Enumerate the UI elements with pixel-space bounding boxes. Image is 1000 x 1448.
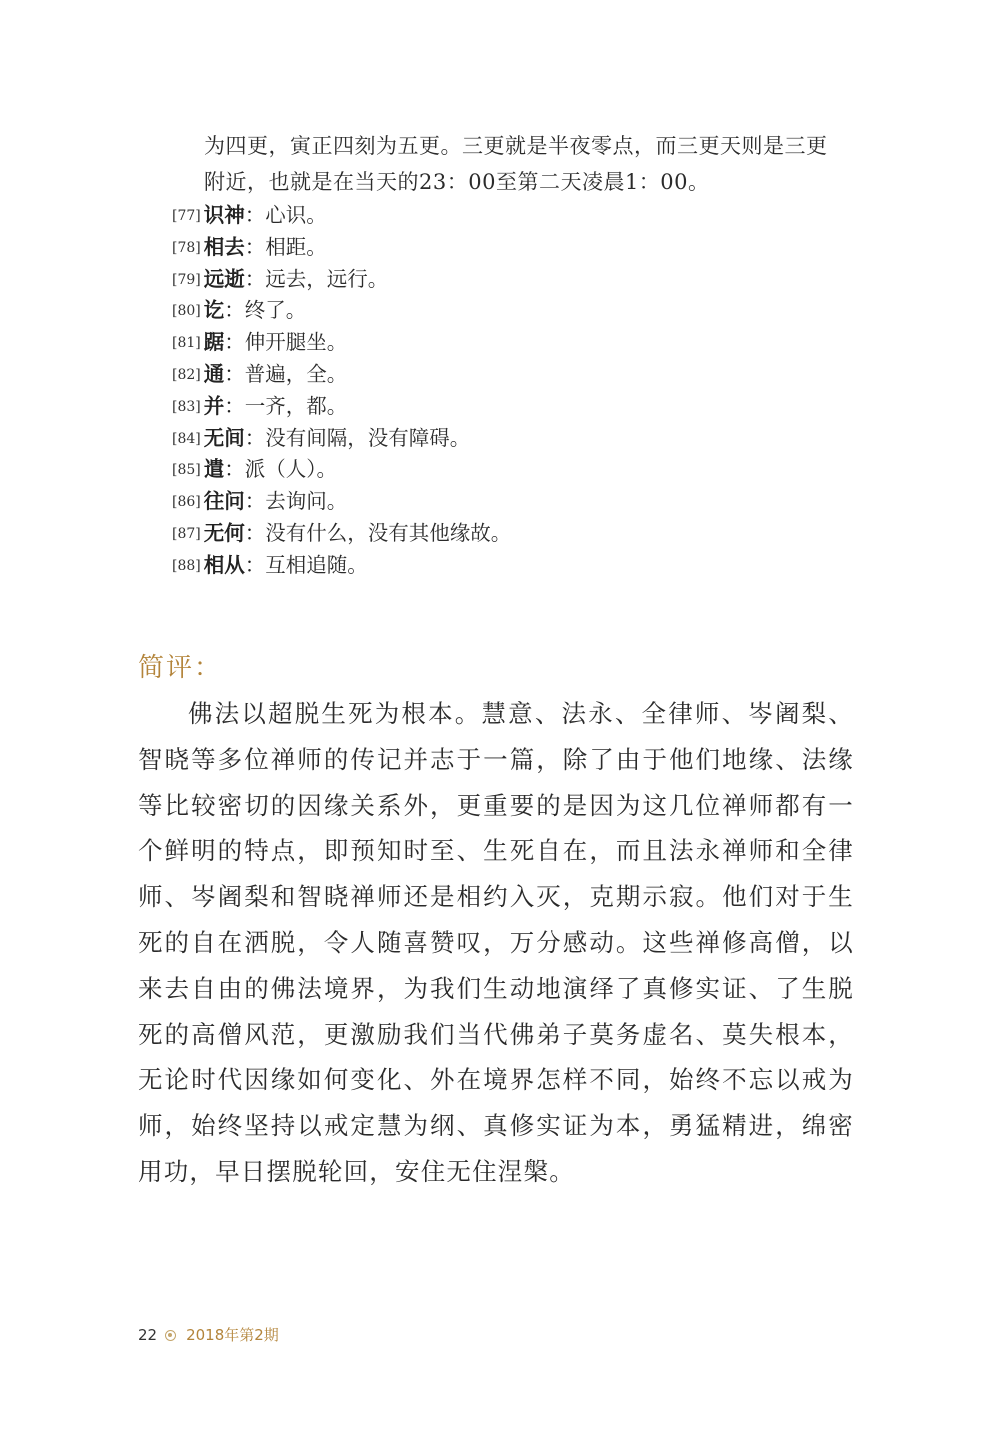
footnote-definition: 派（人）。	[244, 457, 337, 482]
footnote-separator: ：	[244, 520, 266, 545]
footnote-definition: 相距。	[265, 234, 327, 259]
continued-footnote-line: 为四更，寅正四刻为五更。三更就是半夜零点，而三更天则是三更	[204, 134, 828, 158]
footnote-number: [88]	[172, 557, 201, 574]
footnote-number: [83]	[172, 398, 201, 415]
footnote-number: [77]	[172, 208, 201, 224]
footnote-number: [82]	[172, 366, 201, 383]
footnote-item	[172, 518, 872, 550]
footnote-term: 讫	[203, 298, 225, 323]
footnote-number: [84]	[172, 430, 201, 447]
footnote-separator: ：	[244, 234, 266, 259]
footnote-term: 识神	[203, 203, 245, 227]
footnote-term: 并	[203, 393, 225, 418]
footnote-separator: ：	[224, 361, 245, 386]
footnote-item	[172, 232, 872, 264]
footnote-term: 遣	[203, 457, 225, 482]
footnote-number: [85]	[172, 462, 201, 479]
continued-footnote-line: 附近，也就是在当天的23：00至第二天凌晨1：00。	[204, 170, 710, 194]
footnote-term: 往问	[203, 489, 245, 514]
footnote-separator: ：	[224, 298, 245, 323]
footnote-item	[172, 327, 872, 359]
footnote-term: 无间	[203, 425, 245, 450]
footnote-separator: ：	[224, 457, 245, 482]
footnote-definition: 没有间隔，没有障碍。	[265, 425, 471, 450]
footnote-term: 踞	[203, 330, 225, 355]
footnote-term: 相去	[203, 234, 245, 259]
footnote-definition: 互相追随。	[265, 552, 368, 577]
footnote-definition: 心识。	[265, 203, 327, 227]
issue-label: 2018年第2期	[186, 1326, 279, 1344]
footnote-number: [79]	[172, 271, 201, 288]
footnote-separator: ：	[244, 489, 266, 514]
footnote-separator: ：	[244, 266, 266, 291]
footnote-definition: 伸开腿坐。	[244, 330, 348, 355]
footnote-term: 相从	[203, 552, 245, 577]
footnote-separator: ：	[224, 330, 245, 355]
footnote-definition: 去询问。	[265, 489, 348, 514]
footnote-definition: 没有什么，没有其他缘故。	[265, 520, 512, 545]
footnote-separator: ：	[244, 203, 266, 227]
footnote-number: [87]	[172, 525, 201, 542]
footnote-number: [81]	[172, 335, 201, 352]
footnote-definition: 终了。	[244, 298, 307, 323]
footnote-number: [78]	[172, 239, 201, 256]
footnote-separator: ：	[244, 425, 266, 450]
footnote-separator: ：	[224, 393, 245, 418]
circle-bullet-icon	[165, 1330, 176, 1341]
footnote-item	[172, 295, 872, 327]
footnote-item	[172, 486, 872, 518]
footnote-item	[172, 200, 872, 232]
commentary-heading: 简评：	[138, 653, 223, 683]
footnote-term: 通	[203, 361, 225, 386]
footnote-number: [80]	[172, 303, 201, 320]
commentary-body: 佛法以超脱生死为根本。慧意、法永、全律师、岑阇梨、智晓等多位禅师的传记并志于一篇，除了由于他们地缘、法缘等比较密切的因缘关系外，更重要的是因为这几位禅师都有一个鲜明的特点，即预知时至、生死自在，而且法永禅师和全律师、岑阇梨和智晓禅师还是相约入灭，克期示寂。他们对于生死的自在洒脱，令人随喜赞叹，万分感动。这些禅修高僧，以来去自由的佛法境界，为我们生动地演绎了真修实证、了生脱死的高僧风范，更激励我们当代佛弟子莫务虚名、莫失根本，无论时代因缘如何变化、外在境界怎样不同，始终不忘以戒为师，始终坚持以戒定慧为纲、真修实证为本，勇猛精进，绵密用功，早日摆脱轮回，安住无住涅槃。	[138, 699, 854, 1186]
footnote-item	[172, 423, 872, 455]
footnote-separator: ：	[244, 552, 266, 577]
footnote-number: [86]	[172, 494, 201, 511]
footnote-term: 远逝	[203, 266, 245, 291]
footnote-item	[172, 359, 872, 391]
continued-footnote	[204, 128, 864, 200]
footnote-list	[172, 200, 872, 582]
footnote-item	[172, 264, 872, 296]
footnote-definition: 普遍，全。	[244, 361, 348, 386]
footnote-definition: 远去，远行。	[265, 266, 389, 291]
footnote-term: 无何	[203, 520, 245, 545]
page-footer	[138, 1324, 279, 1346]
footnote-item	[172, 550, 872, 582]
page-number: 22	[138, 1326, 158, 1344]
footnote-definition: 一齐，都。	[244, 393, 348, 418]
footnote-item	[172, 391, 872, 423]
footnote-item	[172, 454, 872, 486]
